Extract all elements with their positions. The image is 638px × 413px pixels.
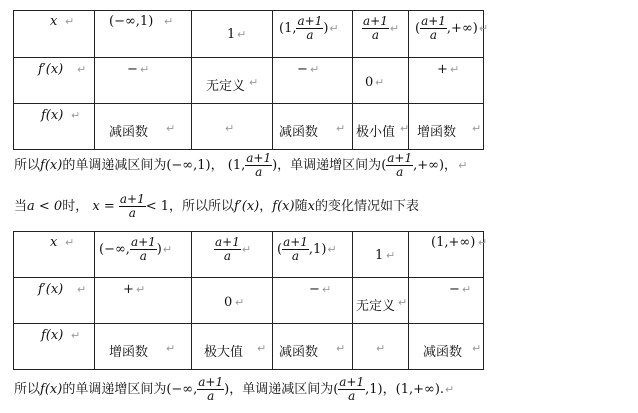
cell: 减函数 ↵ — [273, 104, 353, 150]
cell: − ↵ — [273, 278, 353, 324]
cell: − ↵ — [95, 58, 192, 104]
cell: + ↵ — [409, 58, 484, 104]
cell: ↵ — [353, 324, 409, 370]
condition-line: 当a < 0时， x = $\frac{a+1}{a}$ < 1，所以所以f′(x)，f(x)随x的变化情况如下表 — [14, 192, 419, 220]
cell: (−∞, $\frac{a+1}{a}$ )↵ — [95, 232, 192, 278]
cell: 增函数 ↵ — [95, 324, 192, 370]
cell: ( $\frac{a+1}{a}$ ,+∞)↵ — [409, 11, 484, 58]
cell: $\frac{a+1}{a}$ ↵ — [192, 232, 273, 278]
cell: ( $\frac{a+1}{a}$ ,1)↵ — [273, 232, 353, 278]
cell: (1,+∞) ↵ — [409, 232, 484, 278]
header-deriv: f′(x) ↵ — [14, 278, 95, 324]
cell: + ↵ — [95, 278, 192, 324]
cell: 0 ↵ — [192, 278, 273, 324]
table-row — [14, 58, 484, 104]
cell: − ↵ — [273, 58, 353, 104]
cell: 减函数 ↵ — [409, 324, 484, 370]
conclusion-line-1: 所以f(x)的单调递减区间为(−∞,1)， (1, $\frac{a+1}{a}$ )，单调递增区间为( $\frac{a+1}{a}$ ,+∞)，↵ — [14, 151, 468, 179]
cell: 减函数 ↵ — [95, 104, 192, 150]
header-x: x ↵ — [14, 232, 95, 278]
header-deriv: f′(x) ↵ — [14, 58, 95, 104]
cell: 极小值 ↵ — [353, 104, 409, 150]
table-row — [14, 104, 484, 150]
cell: $\frac{a+1}{a}$ ↵ — [353, 11, 409, 58]
cell: 无定义 ↵ — [192, 58, 273, 104]
cell: − ↵ — [409, 278, 484, 324]
table-row — [14, 11, 484, 58]
header-f: f(x) ↵ — [14, 324, 95, 370]
cell: 极大值 ↵ — [192, 324, 273, 370]
header-f: f(x) ↵ — [14, 104, 95, 150]
table-row — [14, 278, 484, 324]
cell: (−∞,1) ↵ — [95, 11, 192, 58]
cell: 增函数 ↵ — [409, 104, 484, 150]
header-x: x ↵ — [14, 11, 95, 58]
cell: 0 ↵ — [353, 58, 409, 104]
cell: 1 ↵ — [192, 11, 273, 58]
table-row — [14, 232, 484, 278]
cell: 1 ↵ — [353, 232, 409, 278]
variation-table-1 — [13, 10, 489, 150]
conclusion-line-2: 所以f(x)的单调递增区间为(−∞, $\frac{a+1}{a}$ )，单调递减区间为( $\frac{a+1}{a}$ ,1)，(1,+∞).↵ — [14, 375, 455, 403]
cell: ↵ — [192, 104, 273, 150]
table-row — [14, 324, 484, 370]
variation-table-2 — [13, 231, 488, 370]
cell: 无定义 ↵ — [353, 278, 409, 324]
cell: (1, $\frac{a+1}{a}$ )↵ — [273, 11, 353, 58]
cell: 减函数 ↵ — [273, 324, 353, 370]
